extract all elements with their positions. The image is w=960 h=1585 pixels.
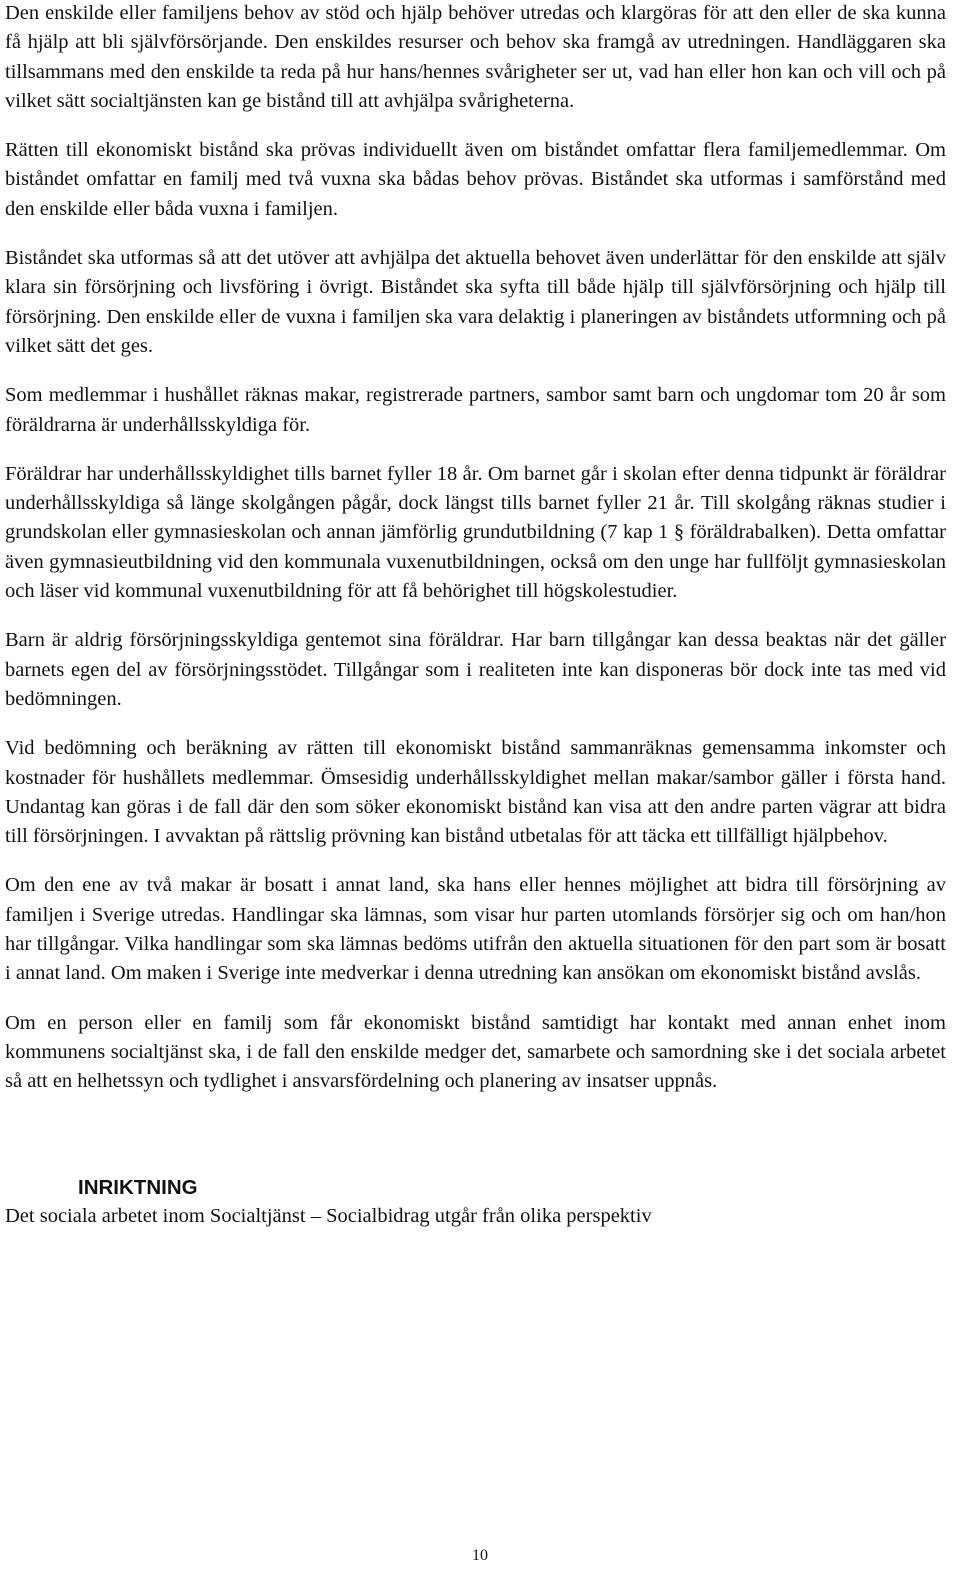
paragraph-children-assets: Barn är aldrig försörjningsskyldiga gentemot sina föräldrar. Har barn tillgångar kan dessa beaktas när det gäller barnets egen del av försörjningsstödet. Tillgångar som i realiteten inte kan disponeras bör dock inte tas med vid bedömningen. xyxy=(5,629,946,710)
paragraph-household-members: Som medlemmar i hushållet räknas makar, registrerade partners, sambor samt barn och ungdomar tom 20 år som föräldrarna är underhållsskyldiga för. xyxy=(5,384,946,436)
section-spacer xyxy=(5,1117,946,1173)
document-page xyxy=(5,0,946,1231)
paragraph-parental-support: Föräldrar har underhållsskyldighet tills barnet fyller 18 år. Om barnet går i skolan efter denna tidpunkt är föräldrar underhållsskyldiga så länge skolgången pågår, dock längst tills barnet fyller 21 år. Till skolgång räknas studier i grundskolan eller gymnasieskolan och annan jämförlig grundutbildning (7 kap 1 § föräldrabalken). Detta omfattar även gymnasieutbildning vid den kommunala vuxenutbildningen, också om den unge har fullföljt gymnasieskolan och läser vid kommunal vuxenutbildning för att få behörighet till högskolestudier. xyxy=(5,462,946,603)
section-heading: INRIKTNING xyxy=(78,1175,198,1199)
paragraph-joint-calculation: Vid bedömning och beräkning av rätten till ekonomiskt bistånd sammanräknas gemensamma inkomster och kostnader för hushållets medlemmar. Ömsesidig underhållsskyldighet mellan makar/sambor gäller i första hand. Undantag kan göras i de fall där den som söker ekonomiskt bistånd kan visa att den andre parten vägrar att bidra till försörjningen. I avvaktan på rättslig prövning kan bistånd utbetalas för att täcka ett tillfälligt hjälpbehov. xyxy=(5,737,946,848)
paragraph-assistance-design: Biståndet ska utformas så att det utöver att avhjälpa det aktuella behovet även underlättar för den enskilde att själv klara sin försörjning och livsföring i övrigt. Biståndet ska syfta till både hjälp till självförsörjning och hjälp till försörjning. Den enskilde eller de vuxna i familjen ska vara delaktig i planeringen av biståndets utformning och på vilket sätt det ges. xyxy=(5,247,946,357)
paragraph-individual-assessment: Rätten till ekonomiskt bistånd ska prövas individuellt även om biståndet omfattar flera familjemedlemmar. Om biståndet omfattar en familj med två vuxna ska bådas behov prövas. Biståndet ska utformas i samförstånd med den enskilde eller båda vuxna i familjen. xyxy=(5,139,946,220)
paragraph-needs-assessment: Den enskilde eller familjens behov av stöd och hjälp behöver utredas och klargöras för att den eller de ska kunna få hjälp att bli självförsörjande. Den enskildes resurser och behov ska framgå av utredningen. Handläggaren ska tillsammans med den enskilde ta reda på hur hans/hennes svårigheter ser ut, vad han eller hon kan och vill och på vilket sätt socialtjänsten kan ge bistånd till att avhjälpa svårigheterna. xyxy=(5,2,946,112)
paragraph-cooperation: Om en person eller en familj som får ekonomiskt bistånd samtidigt har kontakt med annan enhet inom kommunens socialtjänst ska, i de fall den enskilde medger det, samarbete och samordning ske i det sociala arbetet så att en helhetssyn och tydlighet i ansvarsfördelning och planering av insatser uppnås. xyxy=(5,1011,946,1093)
page-number: 10 xyxy=(472,1547,488,1564)
section-text: Det sociala arbetet inom Socialtjänst – Socialbidrag utgår från olika perspektiv xyxy=(5,1204,652,1227)
paragraph-spouse-abroad: Om den ene av två makar är bosatt i annat land, ska hans eller hennes möjlighet att bidra till försörjning av familjen i Sverige utredas. Handlingar ska lämnas, som visar hur parten utomlands försörjer sig och om han/hon har tillgångar. Vilka handlingar som ska lämnas bedöms utifrån den aktuella situationen för den part som är bosatt i annat land. Om maken i Sverige inte medverkar i denna utredning kan ansökan om ekonomiskt bistånd avslås. xyxy=(5,874,946,985)
